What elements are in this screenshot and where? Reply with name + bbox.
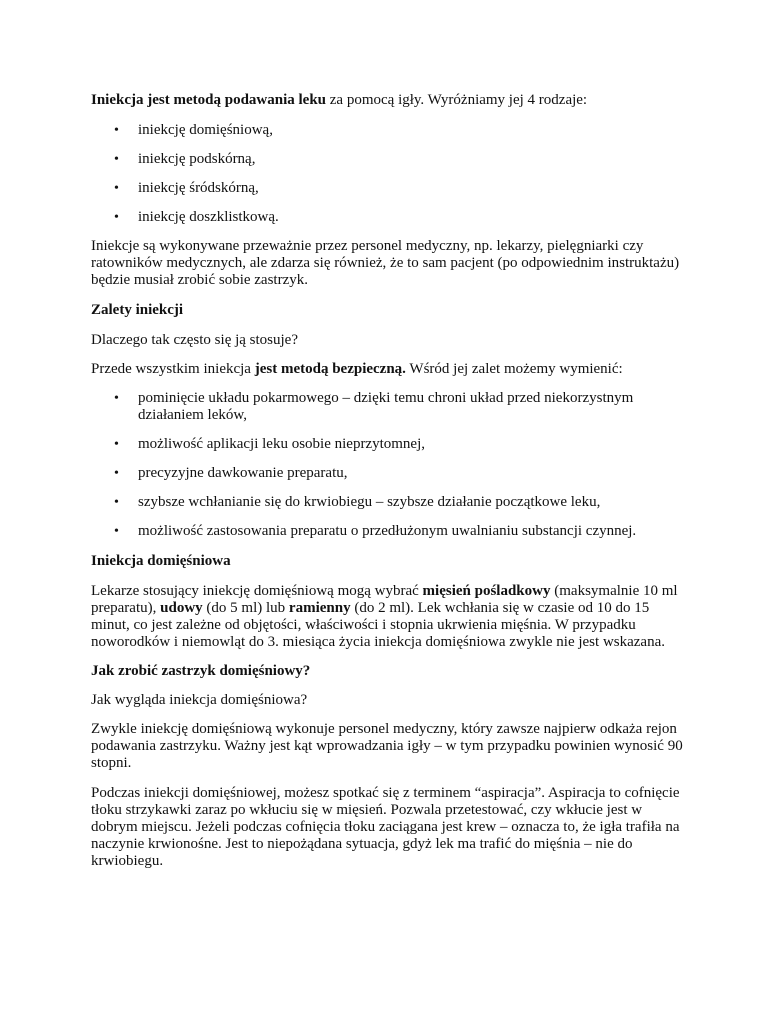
advantages-intro-after: Wśród jej zalet możemy wymienić: xyxy=(405,361,623,377)
advantages-intro-paragraph xyxy=(91,361,691,378)
advantages-list xyxy=(91,390,691,540)
muscles-text-1: Lekarze stosujący iniekcję domięśniową mogą wybrać xyxy=(91,583,423,599)
list-item: • pominięcie układu pokarmowego – dzięki temu chroni układ przed niekorzystnym działaniem leków, xyxy=(91,390,691,424)
document-body xyxy=(91,92,691,870)
section-heading xyxy=(91,663,691,680)
list-item: • szybsze wchłanianie się do krwiobiegu – szybsze działanie początkowe leku, xyxy=(91,494,691,511)
intro-text: za pomocą igły. Wyróżniamy jej 4 rodzaje: xyxy=(326,92,588,108)
heading-intramuscular: Iniekcja domięśniowa xyxy=(91,553,231,569)
list-item: • iniekcję podskórną, xyxy=(91,151,691,168)
aspiration-paragraph: Podczas iniekcji domięśniowej, możesz spotkać się z terminem “aspiracja”. Aspiracja to cofnięcie tłoku strzykawki zaraz po wkłuciu się w mięsień. Pozwala przetestować, czy wkłucie jest w dobrym miejscu. Jeżeli podczas cofnięcia tłoku zaciągana jest krew – oznacza to, że igła trafiła na naczynie krwionośne. Jest to niepożądana sytuacja, gdyż lek ma trafić do mięśnia – nie do krwiobiegu. xyxy=(91,785,680,869)
heading-advantages: Zalety iniekcji xyxy=(91,302,184,318)
section-heading xyxy=(91,553,691,570)
muscles-bold-thigh: udowy xyxy=(160,600,203,616)
personnel-paragraph: Iniekcje są wykonywane przeważnie przez personel medyczny, np. lekarzy, pielęgniarki czy ratowników medycznych, ale zdarza się również, że to sam pacjent (po odpowiednim instruktażu) będzie musiał zrobić sobie zastrzyk. xyxy=(91,238,680,288)
question-paragraph: Jak wygląda iniekcja domięśniowa? xyxy=(91,692,308,708)
list-item: • możliwość aplikacji leku osobie nieprzytomnej, xyxy=(91,436,691,453)
muscles-text-4: (do 2 ml). Lek wchłania się w czasie od 10 do 15 minut, co jest zależne od objętości, właściwości i stopnia ukrwienia mięśnia. W przypadku noworodków i niemowląt do 3. miesiąca życia iniekcja domięśniowa zwykle nie jest wskazana. xyxy=(91,600,665,650)
advantages-intro-before: Przede wszystkim iniekcja xyxy=(91,361,255,377)
muscles-paragraph xyxy=(91,583,691,651)
section-heading xyxy=(91,302,691,319)
muscles-bold-gluteal: mięsień pośladkowy xyxy=(422,583,551,599)
intro-bold: Iniekcja jest metodą podawania leku xyxy=(91,92,327,108)
advantages-intro-bold: jest metodą bezpieczną. xyxy=(254,361,406,377)
list-item: • możliwość zastosowania preparatu o przedłużonym uwalnianiu substancji czynnej. xyxy=(91,523,691,540)
list-item: • iniekcję doszklistkową. xyxy=(91,209,691,226)
injection-types-list xyxy=(91,122,691,226)
intro-paragraph xyxy=(91,92,691,109)
muscles-text-2: (maksymalnie 10 ml preparatu), xyxy=(91,583,678,616)
heading-howto: Jak zrobić zastrzyk domięśniowy? xyxy=(91,663,311,679)
list-item: • iniekcję śródskórną, xyxy=(91,180,691,197)
muscles-bold-arm: ramienny xyxy=(288,600,351,616)
usual-paragraph: Zwykle iniekcję domięśniową wykonuje personel medyczny, który zawsze najpierw odkaża rejon podawania zastrzyku. Ważny jest kąt wprowadzania igły – w tym przypadku powinien wynosić 90 stopni. xyxy=(91,721,683,771)
list-item: • precyzyjne dawkowanie preparatu, xyxy=(91,465,691,482)
list-item: • iniekcję domięśniową, xyxy=(91,122,691,139)
muscles-text-3: (do 5 ml) lub xyxy=(202,600,289,616)
question-paragraph: Dlaczego tak często się ją stosuje? xyxy=(91,332,298,348)
